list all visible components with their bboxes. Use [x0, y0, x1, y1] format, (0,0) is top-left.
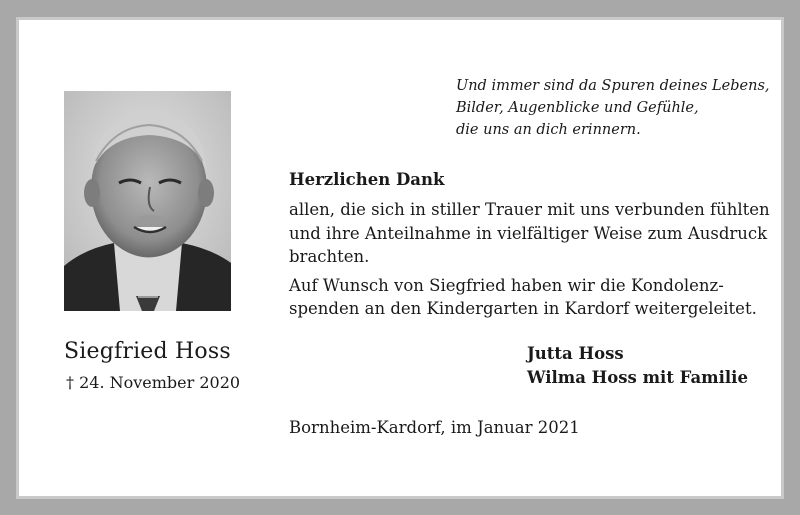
memorial-quote: [456, 75, 770, 141]
card-frame: [16, 17, 784, 499]
signatures: [527, 342, 748, 389]
death-date: † 24. November 2020: [66, 373, 241, 392]
deceased-name: Siegfried Hoss: [64, 339, 231, 364]
signature-name: Wilma Hoss mit Familie: [527, 367, 748, 387]
thanks-line: Auf Wunsch von Siegfried haben wir die Kondolenz-: [289, 275, 724, 295]
portrait-photo: [64, 91, 231, 311]
thanks-heading: Herzlichen Dank: [289, 170, 445, 189]
thanks-line: spenden an den Kindergarten in Kardorf weitergeleitet.: [289, 299, 757, 318]
thanks-line: und ihre Anteilnahme in vielfältiger Weise zum Ausdruck: [289, 223, 768, 243]
thanks-line: brachten.: [289, 247, 370, 266]
quote-line: Und immer sind da Spuren deines Lebens,: [456, 78, 770, 94]
thanks-body: [289, 198, 770, 321]
thanks-line: allen, die sich in stiller Trauer mit uns verbunden fühlten: [289, 200, 770, 219]
quote-line: die uns an dich erinnern.: [456, 122, 641, 138]
quote-line: Bilder, Augenblicke und Gefühle,: [456, 100, 699, 116]
signature-name: Jutta Hoss: [527, 344, 624, 363]
place-and-date: Bornheim-Kardorf, im Januar 2021: [289, 418, 580, 437]
